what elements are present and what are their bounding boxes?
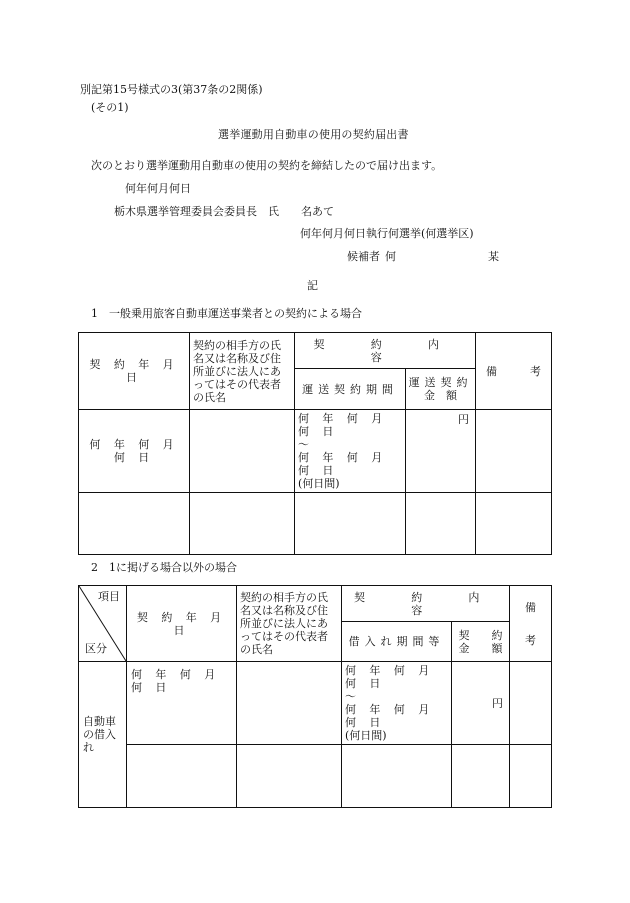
- ki-marker: 記: [307, 279, 318, 292]
- submission-date: 何年何月何日: [125, 182, 191, 195]
- s1-row-amount: 円: [406, 410, 476, 493]
- diag-item-label: 項目: [98, 590, 120, 603]
- s2-row-note: [510, 662, 552, 745]
- s1-header-period: 運送契約期間: [295, 369, 406, 410]
- section2-table: [78, 585, 552, 808]
- intro-text: 次のとおり選挙運動用自動車の使用の契約を締結したので届け出ます。: [91, 159, 443, 172]
- form-reference: 別記第15号様式の3(第37条の2関係): [80, 83, 263, 96]
- s2-empty-cell: [510, 745, 552, 808]
- part-label: (その1): [91, 101, 129, 114]
- candidate-name-last: 某: [488, 250, 499, 263]
- addressee: 栃木県選挙管理委員会委員長 氏 名あて: [114, 205, 334, 218]
- s2-header-party: 契約の相手方の氏名又は名称及び住所並びに法人にあってはその代表者の氏名: [237, 586, 342, 662]
- s2-header-period: 借入れ期間等: [342, 622, 452, 662]
- s2-row-date: 何 年 何 月 何 日: [127, 662, 237, 745]
- s2-row-amount: 円: [452, 662, 510, 745]
- table-row: [79, 410, 552, 493]
- s1-header-date: 契 約 年 月 日: [79, 333, 190, 410]
- s2-row-party: [237, 662, 342, 745]
- s1-header-party: 契約の相手方の氏名又は名称及び住所並びに法人にあってはその代表者の氏名: [190, 333, 295, 410]
- s1-empty-cell: [190, 493, 295, 555]
- s1-empty-cell: [476, 493, 552, 555]
- s2-header-date: 契 約 年 月 日: [127, 586, 237, 662]
- s1-header-amount: 運送契約 金 額: [406, 369, 476, 410]
- s2-empty-cell: [127, 745, 237, 808]
- s1-empty-cell: [79, 493, 190, 555]
- s2-row-category: 自動車の借入れ: [79, 662, 127, 808]
- s2-header-amount: 契 約 金 額: [452, 622, 510, 662]
- s2-header-contract: 契 約 内 容: [342, 586, 510, 622]
- s1-row-note: [476, 410, 552, 493]
- s2-empty-cell: [342, 745, 452, 808]
- section1-heading: 1 一般乗用旅客自動車運送事業者との契約による場合: [91, 307, 362, 320]
- s2-header-note: 備 考: [510, 586, 552, 662]
- s2-empty-cell: [452, 745, 510, 808]
- s2-diagonal-header: [79, 586, 127, 662]
- section2-heading: 2 1に掲げる場合以外の場合: [91, 561, 237, 574]
- candidate-name-first: 何: [385, 250, 396, 263]
- s1-empty-cell: [406, 493, 476, 555]
- s2-row-period: 何 年 何 月 何 日 ～ 何 年 何 月 何 日 (何日間): [342, 662, 452, 745]
- section1-table: [78, 332, 552, 555]
- document-title: 選挙運動用自動車の使用の契約届出書: [218, 128, 409, 141]
- table-row: [79, 662, 552, 745]
- election-name: 何年何月何日執行何選挙(何選挙区): [300, 227, 474, 240]
- s1-header-contract: 契 約 内 容: [295, 333, 476, 369]
- table-row: [79, 745, 552, 808]
- s1-empty-cell: [295, 493, 406, 555]
- diag-category-label: 区分: [85, 642, 107, 655]
- s1-row-date: 何 年 何 月 何 日: [79, 410, 190, 493]
- s1-row-period: 何 年 何 月 何 日 ～ 何 年 何 月 何 日 (何日間): [295, 410, 406, 493]
- s2-empty-cell: [237, 745, 342, 808]
- table-row: [79, 493, 552, 555]
- s1-row-party: [190, 410, 295, 493]
- candidate-label: 候補者: [347, 250, 380, 263]
- s1-header-note: 備 考: [476, 333, 552, 410]
